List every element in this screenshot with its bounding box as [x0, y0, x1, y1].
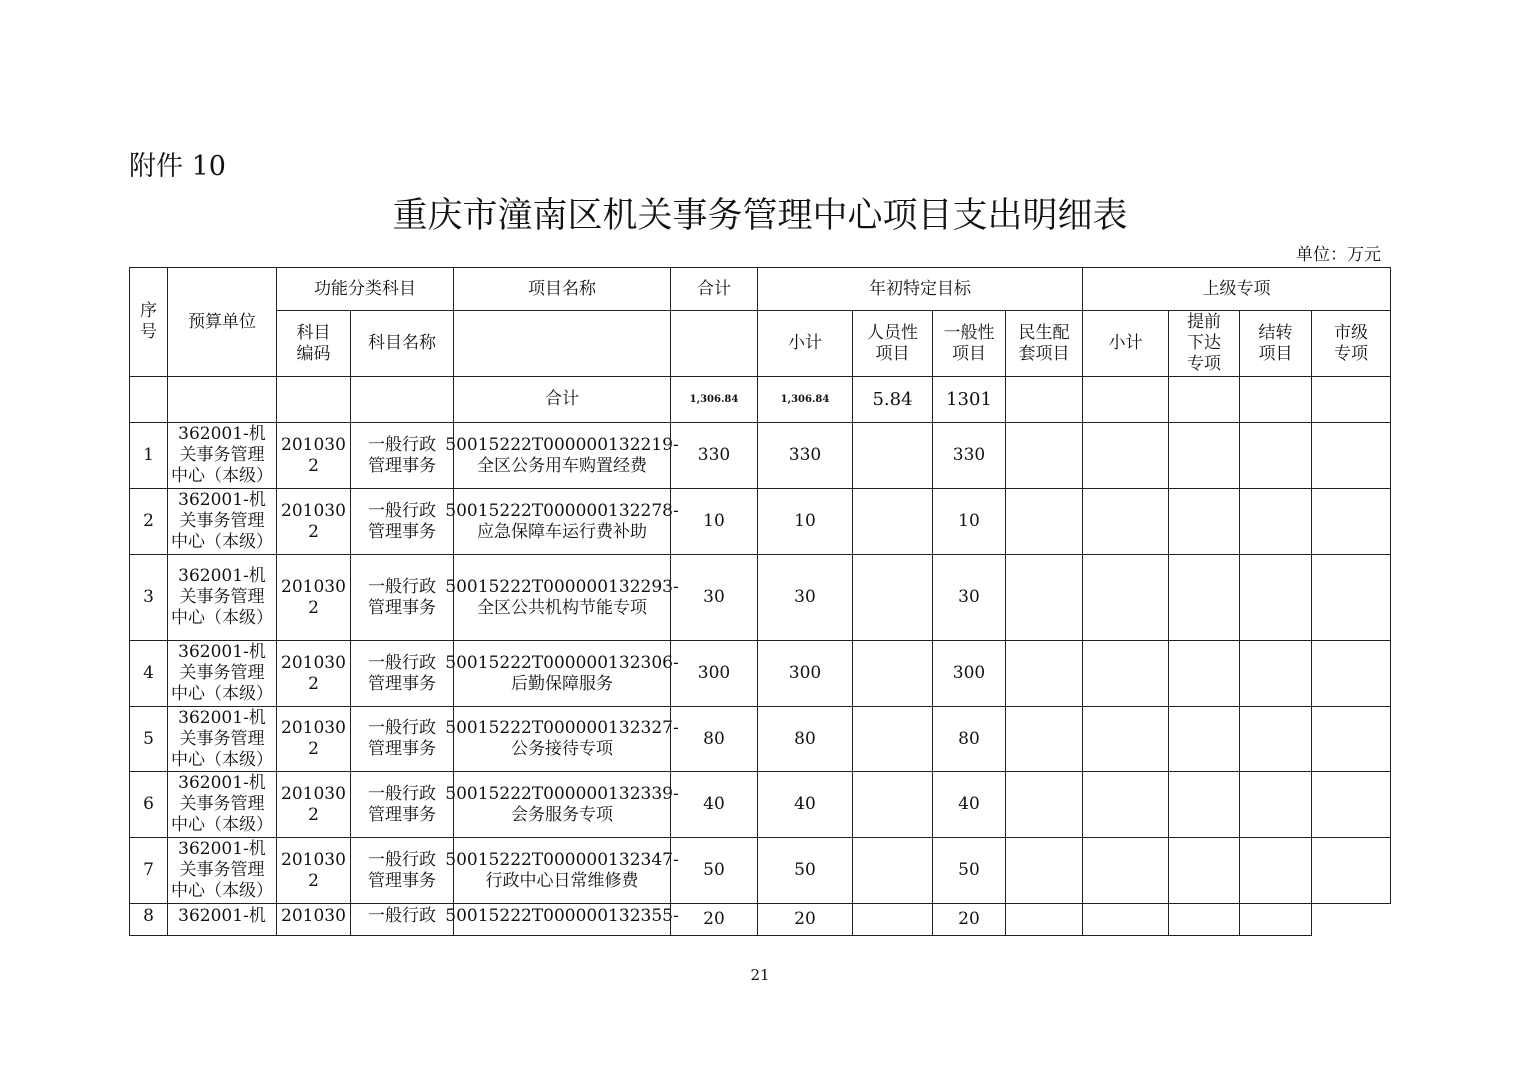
- total-row-total-text: 1,306.84: [689, 394, 739, 405]
- row-subject-code: [276, 903, 351, 936]
- header-upper-special-text: 上级专项: [1202, 278, 1271, 299]
- row-subject-code: [276, 837, 351, 904]
- row-budget-unit-text: 362001-机 关事务管理 中心（本级）: [171, 566, 273, 628]
- row-empty-cell: [1082, 771, 1169, 838]
- header-budget-unit-text: 预算单位: [188, 311, 256, 332]
- row-project-name-text: 50015222T000000132293- 全区公共机构节能专项: [445, 576, 679, 618]
- header-annual-target-text: 年初特定目标: [869, 278, 971, 299]
- row-total: [670, 903, 758, 936]
- row-total-text: 10: [703, 511, 725, 531]
- header-subject-code: [276, 310, 351, 377]
- row-subject-code-text: 201030 2: [281, 718, 346, 759]
- row-general: [932, 640, 1006, 707]
- total-row-cell: [167, 376, 277, 423]
- header-upper-subtotal-text: 小计: [1108, 333, 1143, 353]
- row-subtotal-text: 330: [788, 445, 822, 465]
- row-budget-unit: [167, 554, 277, 641]
- row-budget-unit-text: 362001-机 关事务管理 中心（本级）: [171, 707, 273, 770]
- row-budget-unit: [167, 422, 277, 489]
- header-subject-name: [350, 310, 454, 377]
- row-subtotal: [757, 771, 853, 838]
- row-project-name: [445, 422, 679, 489]
- row-budget-unit: [167, 640, 277, 707]
- header-subject-code-text: 科目 编码: [296, 322, 331, 364]
- row-budget-unit: [167, 706, 277, 772]
- row-general-text: 330: [952, 445, 986, 465]
- row-subtotal-text: 80: [794, 728, 816, 749]
- row-subject-code: [276, 640, 351, 707]
- row-subject-code: [276, 771, 351, 838]
- total-row-personnel: [852, 376, 933, 423]
- row-seq: [129, 554, 168, 641]
- row-empty-cell: [1005, 706, 1083, 772]
- row-empty-cell: [1082, 837, 1169, 904]
- row-subject-code-text: 201030 2: [281, 849, 346, 891]
- page-number: 21: [750, 966, 770, 984]
- row-subtotal-text: 30: [794, 587, 816, 607]
- total-row-personnel-text: 5.84: [872, 389, 913, 410]
- row-subject-code: [276, 554, 351, 641]
- header-func-class-text: 功能分类科目: [314, 278, 416, 299]
- header-project-name: [453, 267, 671, 311]
- header-advance: [1168, 310, 1240, 377]
- total-row-general: [932, 376, 1006, 423]
- row-total: [670, 837, 758, 904]
- row-personnel: [852, 771, 933, 838]
- row-subtotal: [757, 422, 853, 489]
- row-empty-cell: [1005, 554, 1083, 641]
- page-title: 重庆市潼南区机关事务管理中心项目支出明细表: [392, 196, 1128, 236]
- total-row-label-text: 合计: [545, 389, 579, 409]
- row-subject-code-text: 201030 2: [281, 576, 346, 618]
- row-empty-cell: [1082, 903, 1169, 936]
- row-general-text: 30: [958, 587, 980, 607]
- row-project-name-text: 50015222T000000132339- 会务服务专项: [445, 783, 679, 825]
- row-empty-cell: [1311, 640, 1391, 707]
- row-general: [932, 554, 1006, 641]
- row-empty-cell: [1239, 422, 1312, 489]
- row-general: [932, 488, 1006, 555]
- row-total-text: 330: [697, 445, 731, 465]
- total-row-subtotal-text: 1,306.84: [780, 394, 830, 405]
- row-empty-cell: [1239, 554, 1312, 641]
- row-project-name: [445, 706, 679, 772]
- row-empty-cell: [1239, 706, 1312, 772]
- attachment-label: 附件 10: [129, 151, 226, 182]
- row-empty-cell: [1239, 488, 1312, 555]
- row-empty-cell: [1005, 422, 1083, 489]
- row-seq-text: 7: [143, 860, 154, 880]
- row-seq-text: 5: [143, 728, 154, 749]
- header-subject-name-text: 科目名称: [368, 333, 436, 353]
- total-row-label: [453, 376, 671, 423]
- header-project-name-text: 项目名称: [528, 278, 596, 299]
- row-seq-text: 2: [143, 511, 154, 531]
- row-total-text: 300: [697, 663, 731, 683]
- row-empty-cell: [1239, 771, 1312, 838]
- row-project-name-text: 50015222T000000132347- 行政中心日常维修费: [445, 849, 679, 891]
- row-empty-cell: [1168, 554, 1240, 641]
- row-project-name-text: 50015222T000000132306- 后勤保障服务: [445, 652, 679, 694]
- row-empty-cell: [1005, 903, 1083, 936]
- row-empty-cell: [1168, 837, 1240, 904]
- row-subject-name: [350, 706, 454, 772]
- row-project-name-text: 50015222T000000132278- 应急保障车运行费补助: [445, 500, 679, 542]
- row-empty-cell: [1082, 640, 1169, 707]
- row-subject-name: [350, 554, 454, 641]
- row-empty-cell: [1005, 488, 1083, 555]
- header-total: [670, 267, 758, 311]
- row-empty-cell: [1082, 706, 1169, 772]
- header-subtotal-text: 小计: [788, 333, 822, 353]
- total-row-total: [670, 376, 758, 423]
- row-budget-unit: [167, 837, 277, 904]
- total-row-cell: [1082, 376, 1169, 423]
- row-subtotal-text: 20: [794, 909, 816, 929]
- row-project-name: [445, 837, 679, 904]
- row-empty-cell: [1311, 488, 1391, 555]
- header-total-text: 合计: [697, 278, 731, 299]
- row-subject-code: [276, 706, 351, 772]
- row-subject-name: [350, 640, 454, 707]
- row-seq: [129, 837, 168, 904]
- header-total-blank: [670, 310, 758, 377]
- row-seq-text: 6: [143, 794, 154, 814]
- row-seq-text: 1: [143, 445, 154, 465]
- row-subtotal-text: 50: [794, 860, 816, 880]
- total-row-cell: [1005, 376, 1083, 423]
- row-seq-text: 8: [143, 906, 154, 926]
- header-livelihood-text: 民生配 套项目: [1018, 322, 1070, 364]
- row-budget-unit-text: 362001-机 关事务管理 中心（本级）: [171, 773, 273, 835]
- row-general: [932, 706, 1006, 772]
- row-general: [932, 422, 1006, 489]
- row-project-name: [445, 640, 679, 707]
- row-subject-name-text: 一般行政: [368, 906, 436, 926]
- row-personnel: [852, 640, 933, 707]
- header-upper-special: [1082, 267, 1391, 311]
- row-empty-cell: [1311, 837, 1391, 904]
- row-budget-unit-text: 362001-机 关事务管理 中心（本级）: [171, 424, 273, 486]
- row-personnel: [852, 554, 933, 641]
- row-total: [670, 488, 758, 555]
- row-empty-cell: [1168, 903, 1240, 936]
- row-empty-cell: [1311, 422, 1391, 489]
- row-subject-code-text: 201030: [281, 906, 346, 926]
- header-personnel-text: 人员性 项目: [867, 322, 918, 364]
- header-project-name-blank: [453, 310, 671, 377]
- header-personnel: [852, 310, 933, 377]
- row-general: [932, 837, 1006, 904]
- header-carryover: [1239, 310, 1312, 377]
- row-subject-name-text: 一般行政 管理事务: [368, 576, 436, 618]
- row-subject-code-text: 201030 2: [281, 434, 346, 476]
- row-seq: [129, 771, 168, 838]
- row-general-text: 300: [952, 663, 986, 683]
- row-total: [670, 554, 758, 641]
- row-empty-cell: [1168, 422, 1240, 489]
- header-advance-text: 提前 下达 专项: [1187, 312, 1221, 374]
- total-row-subtotal: [757, 376, 853, 423]
- row-general-text: 50: [958, 860, 980, 880]
- row-subtotal: [757, 706, 853, 772]
- row-subject-name: [350, 837, 454, 904]
- row-empty-cell: [1168, 640, 1240, 707]
- row-subject-name: [350, 422, 454, 489]
- row-seq: [129, 488, 168, 555]
- header-budget-unit: [167, 267, 277, 377]
- row-general-text: 10: [958, 511, 980, 531]
- row-seq: [129, 706, 168, 772]
- row-total-text: 40: [703, 794, 725, 814]
- row-total: [670, 422, 758, 489]
- header-general-text: 一般性 项目: [943, 322, 995, 364]
- row-empty-cell: [1005, 837, 1083, 904]
- header-carryover-text: 结转 项目: [1258, 322, 1293, 364]
- row-budget-unit-text: 362001-机 关事务管理 中心（本级）: [171, 490, 273, 552]
- row-project-name: [445, 903, 679, 936]
- row-subject-code: [276, 488, 351, 555]
- row-project-name: [445, 554, 679, 641]
- row-project-name-text: 50015222T000000132355-: [445, 906, 679, 926]
- row-subject-name: [350, 903, 454, 936]
- unit-label: 单位：万元: [1296, 245, 1381, 265]
- row-total: [670, 640, 758, 707]
- row-budget-unit: [167, 488, 277, 555]
- header-upper-subtotal: [1082, 310, 1169, 377]
- row-total-text: 80: [703, 728, 725, 749]
- row-seq: [129, 422, 168, 489]
- row-project-name-text: 50015222T000000132219- 全区公务用车购置经费: [445, 434, 679, 476]
- header-city-special: [1311, 310, 1391, 377]
- row-empty-cell: [1168, 488, 1240, 555]
- row-personnel: [852, 422, 933, 489]
- row-subject-name-text: 一般行政 管理事务: [368, 783, 436, 825]
- row-subject-code-text: 201030 2: [281, 652, 346, 694]
- total-row-cell: [129, 376, 168, 423]
- row-empty-cell: [1239, 903, 1312, 936]
- row-general-text: 40: [958, 794, 980, 814]
- row-personnel: [852, 706, 933, 772]
- row-empty-cell: [1168, 706, 1240, 772]
- total-row-general-text: 1301: [946, 389, 992, 410]
- header-city-special-text: 市级 专项: [1334, 322, 1368, 364]
- row-subtotal-text: 40: [794, 794, 816, 814]
- row-subject-name-text: 一般行政 管理事务: [368, 500, 436, 542]
- row-total: [670, 771, 758, 838]
- row-personnel: [852, 488, 933, 555]
- row-empty-cell: [1311, 771, 1391, 838]
- row-total: [670, 706, 758, 772]
- total-row-cell: [276, 376, 351, 423]
- total-row-cell: [1311, 376, 1391, 423]
- row-empty-cell: [1239, 837, 1312, 904]
- row-seq: [129, 903, 168, 936]
- header-livelihood: [1005, 310, 1083, 377]
- total-row-cell: [1168, 376, 1240, 423]
- total-row-cell: [1239, 376, 1312, 423]
- row-total-text: 20: [703, 909, 725, 929]
- row-subtotal-text: 300: [788, 663, 822, 683]
- row-seq: [129, 640, 168, 707]
- row-empty-cell: [1005, 771, 1083, 838]
- row-total-text: 50: [703, 860, 725, 880]
- row-general-text: 20: [958, 909, 980, 929]
- header-seq: [129, 267, 168, 377]
- row-empty-cell: [1168, 771, 1240, 838]
- row-personnel: [852, 837, 933, 904]
- row-empty-cell: [1005, 640, 1083, 707]
- row-total-text: 30: [703, 587, 725, 607]
- row-empty-cell: [1239, 640, 1312, 707]
- row-project-name: [445, 771, 679, 838]
- row-subject-name-text: 一般行政 管理事务: [368, 434, 436, 476]
- row-empty-cell: [1082, 422, 1169, 489]
- row-subject-name-text: 一般行政 管理事务: [368, 652, 436, 694]
- row-subject-code-text: 201030 2: [281, 500, 346, 542]
- row-budget-unit: [167, 903, 277, 936]
- header-annual-target: [757, 267, 1083, 311]
- row-subtotal: [757, 903, 853, 936]
- total-row-cell: [350, 376, 454, 423]
- header-func-class: [276, 267, 454, 311]
- row-general: [932, 771, 1006, 838]
- header-seq-text: 序 号: [140, 301, 157, 342]
- row-empty-cell: [1082, 554, 1169, 641]
- row-subtotal: [757, 488, 853, 555]
- header-general: [932, 310, 1006, 377]
- row-project-name-text: 50015222T000000132327- 公务接待专项: [445, 718, 679, 759]
- row-general-text: 80: [958, 728, 980, 749]
- row-budget-unit: [167, 771, 277, 838]
- row-subtotal-text: 10: [794, 511, 816, 531]
- row-empty-cell: [1311, 706, 1391, 772]
- header-subtotal: [757, 310, 853, 377]
- row-general: [932, 903, 1006, 936]
- row-seq-text: 3: [143, 587, 154, 607]
- row-seq-text: 4: [143, 663, 154, 683]
- row-project-name: [445, 488, 679, 555]
- row-budget-unit-text: 362001-机: [178, 906, 266, 926]
- row-subject-name: [350, 771, 454, 838]
- row-subtotal: [757, 554, 853, 641]
- row-empty-cell: [1082, 488, 1169, 555]
- row-subject-name: [350, 488, 454, 555]
- row-subject-name-text: 一般行政 管理事务: [368, 718, 436, 759]
- row-subject-name-text: 一般行政 管理事务: [368, 849, 436, 891]
- row-subtotal: [757, 837, 853, 904]
- row-personnel: [852, 903, 933, 936]
- row-budget-unit-text: 362001-机 关事务管理 中心（本级）: [171, 839, 273, 901]
- row-empty-cell: [1311, 554, 1391, 641]
- row-subject-code-text: 201030 2: [281, 783, 346, 825]
- row-budget-unit-text: 362001-机 关事务管理 中心（本级）: [171, 642, 273, 704]
- row-subject-code: [276, 422, 351, 489]
- row-subtotal: [757, 640, 853, 707]
